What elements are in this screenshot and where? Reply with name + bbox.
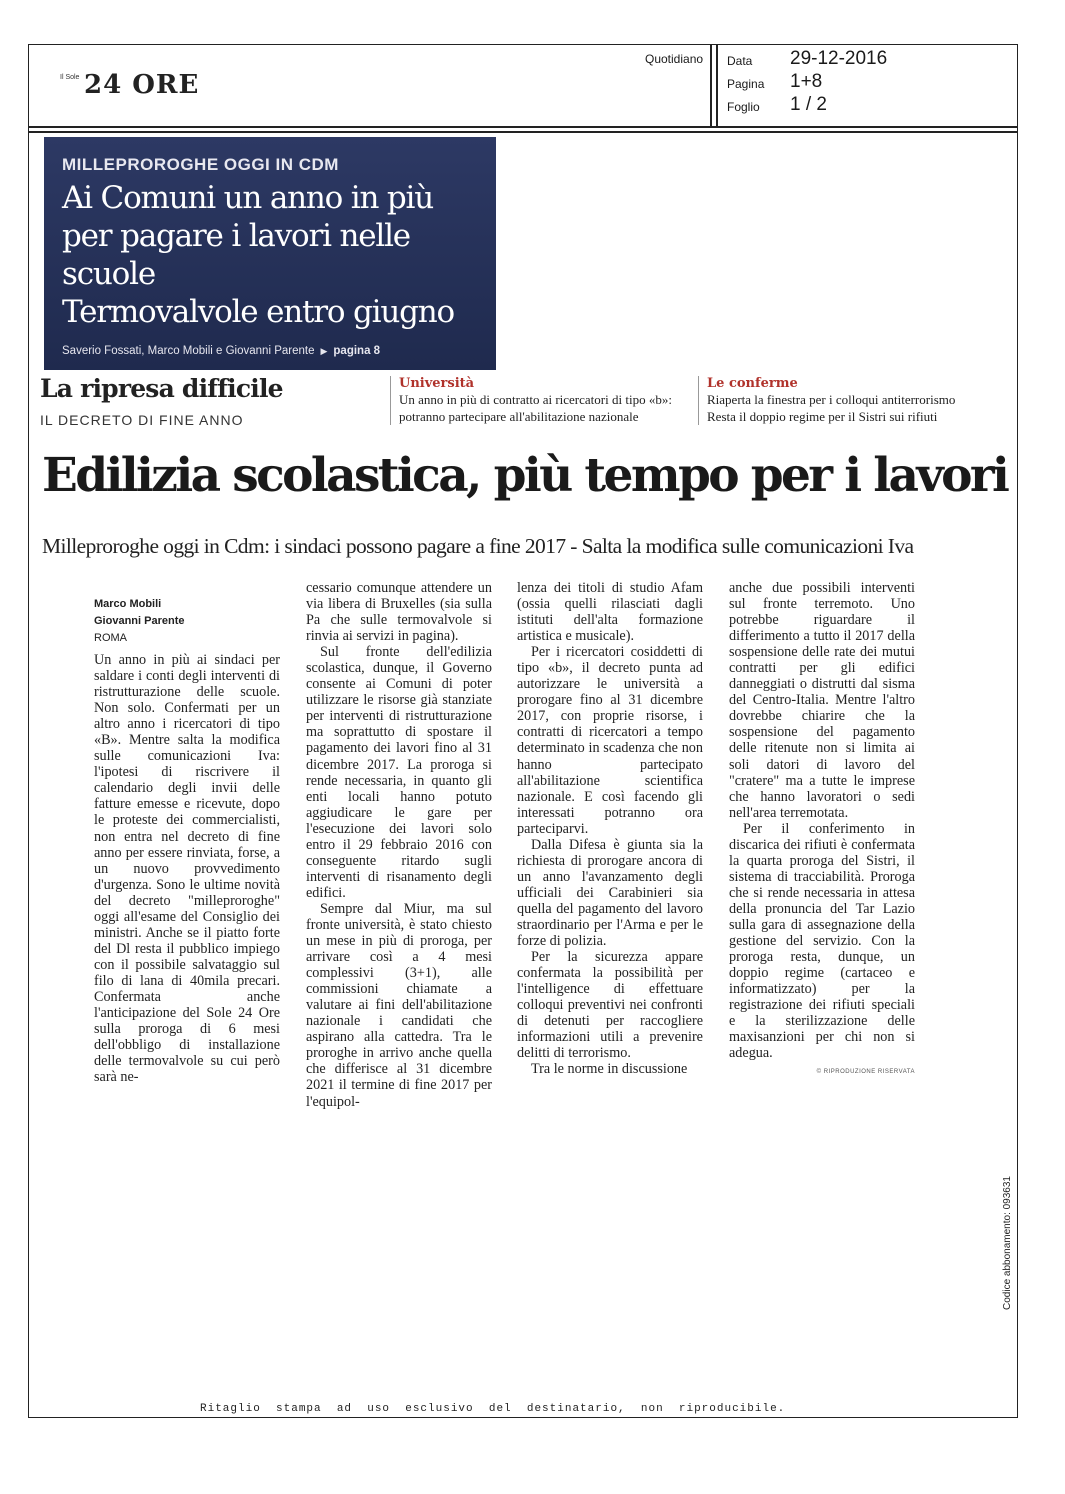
author-name: Giovanni Parente bbox=[94, 615, 185, 627]
paragraph: Dalla Difesa è giunta sia la richiesta di prorogare ancora di un anno l'avanzamento degli ufficiali dei Carabinieri sia quella del pagamento del lavoro straordinario per l'Arma e per le forze di polizia. bbox=[517, 836, 703, 950]
paragraph: Tra le norme in discussione bbox=[531, 1061, 688, 1078]
date-value: 29-12-2016 bbox=[790, 48, 888, 69]
box-line: Un anno in più di contratto ai ricercatori di tipo «b»: bbox=[399, 392, 672, 407]
sidebar-box-universita bbox=[390, 376, 699, 425]
footer-notice: Ritaglio stampa ad uso esclusivo del destinatario, non riproducibile. bbox=[200, 1403, 786, 1415]
byline bbox=[94, 596, 184, 647]
masthead-logo: 24 ORE bbox=[84, 70, 200, 100]
header-divider bbox=[28, 131, 1018, 133]
page-label: Pagina bbox=[727, 77, 765, 91]
article-column-2 bbox=[306, 580, 492, 1110]
paragraph: anche due possibili interventi sul fronte terremoto. Uno potrebbe riguardare il differimento a tutto il 2017 della sospensione delle rate dei mutui contratti per gli edifici danneggiati o distrutti dal sisma del Centro-Italia. Mentre l'altro dovrebbe chiarire che la sospensione del pagamento delle ritenute non si limita ai soli datori di lavoro del "cratere" ma a tutte le imprese che hanno lavoratori o sedi nell'area terremotata. bbox=[729, 580, 915, 821]
header-divider bbox=[716, 44, 718, 128]
paragraph: cessario comunque attendere un via libera di Bruxelles (sia sulla Pa che sulle termovalvole si rinvia ai servizi in pagina). bbox=[306, 580, 492, 645]
copyright-note: © RIPRODUZIONE RISERVATA bbox=[816, 1069, 915, 1076]
sheet-value: 1 / 2 bbox=[790, 94, 827, 115]
promo-title bbox=[62, 179, 496, 331]
front-page-promo bbox=[44, 137, 496, 370]
article-column-4 bbox=[729, 580, 915, 1080]
subscription-code: Codice abbonamento: 093631 bbox=[1002, 1176, 1013, 1310]
box-line: Riaperta la finestra per i colloqui antiterrorismo bbox=[707, 392, 956, 407]
paragraph: lenza dei titoli di studio Afam (ossia quelli rilasciati dagli istituti dell'alta formazione artistica e musicale). bbox=[517, 580, 703, 645]
header-divider bbox=[28, 126, 1018, 128]
dateline: ROMA bbox=[94, 632, 127, 644]
promo-authors bbox=[62, 345, 496, 357]
page-value: 1+8 bbox=[790, 71, 823, 92]
sidebar-box-conferme bbox=[698, 376, 1007, 425]
masthead-small: Il Sole bbox=[60, 74, 80, 81]
box-heading: Università bbox=[399, 376, 475, 391]
promo-title-line: Termovalvole entro giugno bbox=[62, 294, 454, 330]
article-subheadline: Milleproroghe oggi in Cdm: i sindaci possono pagare a fine 2017 - Salta la modifica sulle comunicazioni Iva bbox=[42, 534, 914, 558]
sheet-label: Foglio bbox=[727, 100, 760, 114]
section-title: La ripresa difficile bbox=[40, 374, 283, 403]
box-line: Resta il doppio regime per il Sistri sui rifiuti bbox=[707, 409, 938, 424]
header-divider bbox=[710, 44, 712, 128]
date-label: Data bbox=[727, 54, 753, 68]
publication-type: Quotidiano bbox=[645, 52, 704, 66]
promo-kicker: MILLEPROROGHE OGGI IN CDM bbox=[62, 155, 339, 174]
promo-author-names: Saverio Fossati, Marco Mobili e Giovanni Parente bbox=[62, 345, 315, 357]
box-heading: Le conferme bbox=[707, 376, 798, 391]
author-name: Marco Mobili bbox=[94, 598, 162, 610]
box-line: potranno partecipare all'abilitazione nazionale bbox=[399, 409, 639, 424]
paragraph: Per la sicurezza appare confermata la possibilità per l'intelligence di effettuare colloqui preventivi nei confronti di detenuti per raccogliere informazioni utili a prevenire delitti di terrorismo. bbox=[517, 949, 703, 1062]
promo-page-ref: pagina 8 bbox=[333, 345, 381, 357]
promo-title-line: per pagare i lavori nelle scuole bbox=[62, 218, 410, 292]
paragraph: Per i ricercatori cosiddetti di tipo «b», il decreto punta ad autorizzare le università a prorogare fino al 31 dicembre 2017, con proprie risorse, i contratti di ricercatori a tempo determinato in scadenza che non hanno partecipato all'abilitazione scientifica nazionale. E così facendo gli interessati potranno ora parteciparvi. bbox=[517, 644, 703, 837]
paragraph: Sul fronte dell'edilizia scolastica, dunque, il Governo consente ai Comuni di poter utilizzare le risorse già stanziate per interventi di ristrutturazione ma soprattutto di spostare il pagamento dei lavori fino al 31 dicembre 2017. La proroga si rende necessaria, in quanto gli enti locali hanno potuto aggiudicare le gare per l'esecuzione dei lavori solo entro il 29 febbraio 2016 con conseguente ritardo sugli interventi di risanamento degli edifici. bbox=[306, 644, 492, 901]
article-column-1 bbox=[94, 652, 280, 1085]
section-subtitle: IL DECRETO DI FINE ANNO bbox=[40, 412, 244, 428]
paragraph: Un anno in più ai sindaci per saldare i conti degli interventi di ristrutturazione delle scuole. Non solo. Confermati per un altro anno i ricercatori di tipo «B». Mentre salta la modifica sulle comunicazioni Iva: l'ipotesi di riscrivere il calendario degli invii delle fatture emesse e ricevute, dopo le proteste dei commercialisti, non entra nel decreto di fine anno per essere rinviata, forse, a un nuovo provvedimento d'urgenza. Sono le ultime novità del decreto "milleproroghe" oggi all'esame del Consiglio dei ministri. Anche se il piatto forte del Dl resta il pubblico impiego con il possibile salvataggio sul filo di lana di 40mila precari. Confermata anche l'anticipazione del Sole 24 Ore sulla proroga di 6 mesi dell'obbligo di installazione delle termovalvole su cui però sarà ne- bbox=[94, 652, 280, 1086]
article-headline: Edilizia scolastica, più tempo per i lavori bbox=[42, 448, 1008, 503]
promo-title-line: Ai Comuni un anno in più bbox=[62, 180, 434, 216]
triangle-right-icon: ▶ bbox=[320, 346, 328, 356]
paragraph: Per il conferimento in discarica dei rifiuti è confermata la quarta proroga del Sistri, il sistema di tracciabilità. Proroga che si rende necessaria in attesa della pronuncia del Tar Lazio sulla gara di assegnazione della gestione del servizio. Con la proroga resta, dunque, un doppio regime (cartaceo e informatizzato) per la registrazione dei rifiuti speciali e la sterilizzazione delle maxisanzioni per chi non si adegua. bbox=[729, 820, 915, 1062]
paragraph: Sempre dal Miur, ma sul fronte università, è stato chiesto un mese in più di proroga, per arrivare così a 4 mesi complessivi (3+1), alle commissioni chiamate a valutare ai fini dell'abilitazione nazionale i candidati che aspirano alla cattedra. Tra le proroghe in arrivo anche quella che differisce al 31 dicembre 2021 il termine di fine 2017 per l'equipol- bbox=[306, 900, 492, 1110]
article-column-3 bbox=[517, 580, 703, 1077]
